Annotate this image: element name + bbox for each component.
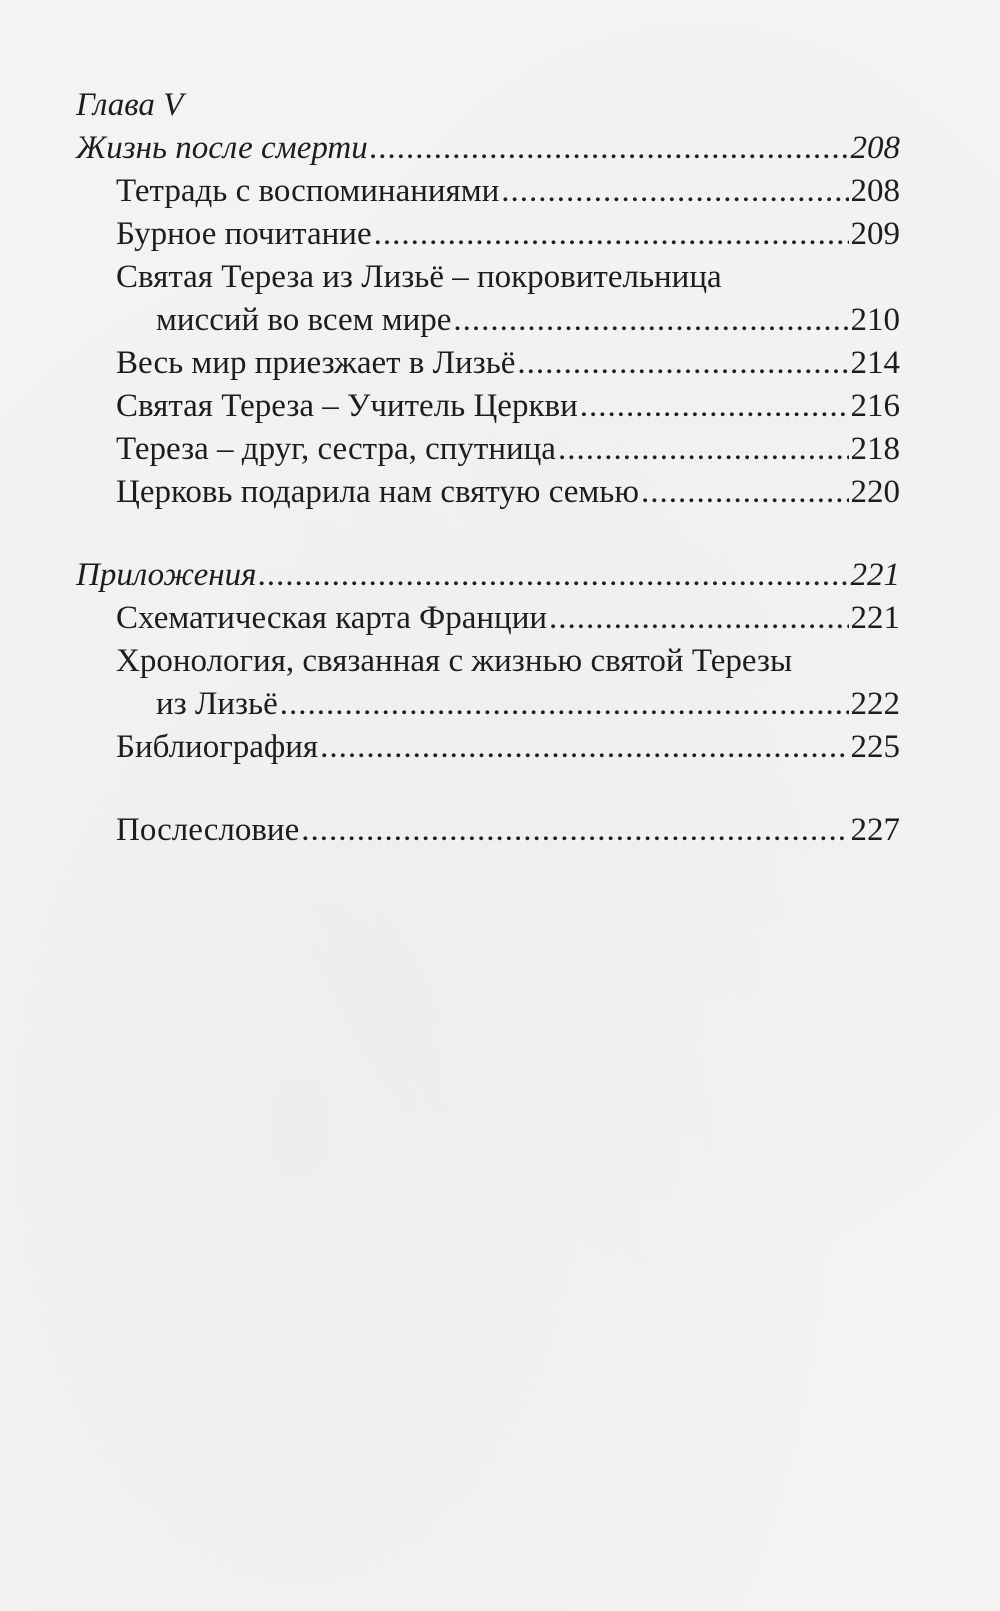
toc-entry: [76, 471, 900, 514]
toc-entry-afterword: [76, 809, 900, 852]
toc-page-number: 216: [850, 388, 900, 424]
toc-entry-title: Бурное почитание: [116, 216, 372, 252]
toc-entry-title: Весь мир приезжает в Лизьё: [116, 345, 516, 381]
section-gap: [76, 514, 900, 554]
leader-dots: [501, 170, 848, 213]
toc-page-number: 209: [850, 216, 900, 252]
toc-entry-title-continuation: из Лизьё: [156, 686, 278, 722]
leader-dots: [374, 213, 849, 256]
toc-entry: [76, 428, 900, 471]
toc-entry: [76, 342, 900, 385]
leader-dots: [549, 597, 848, 640]
toc-page-number: 214: [850, 345, 900, 381]
toc-page-number: 210: [850, 302, 900, 338]
leader-dots: [320, 726, 848, 769]
toc-page-number: 218: [850, 431, 900, 467]
toc-entry-first-line: [76, 640, 900, 683]
table-of-contents: [76, 84, 900, 852]
toc-entry: [76, 385, 900, 428]
toc-entry-appendix-title: [76, 554, 900, 597]
toc-entry: [76, 726, 900, 769]
toc-entry: [76, 597, 900, 640]
toc-page-number: 225: [850, 729, 900, 765]
toc-entry-first-line: [76, 256, 900, 299]
toc-page-number: 221: [850, 600, 900, 636]
leader-dots: [301, 809, 848, 852]
toc-entry-title: Святая Тереза – Учитель Церкви: [116, 388, 578, 424]
section-gap: [76, 769, 900, 809]
leader-dots: [558, 428, 849, 471]
leader-dots: [280, 683, 849, 726]
toc-page-number: 208: [850, 130, 900, 166]
toc-page-number: 222: [850, 686, 900, 722]
toc-entry-chapter-title: [76, 127, 900, 170]
toc-entry-continuation: [76, 299, 900, 342]
toc-entry: [76, 170, 900, 213]
toc-entry-title: Послесловие: [116, 812, 300, 848]
toc-page-number: 220: [850, 474, 900, 510]
toc-entry-title-continuation: миссий во всем мире: [156, 302, 452, 338]
leader-dots: [580, 385, 849, 428]
leader-dots: [370, 127, 849, 170]
chapter-heading-text: Глава V: [76, 87, 184, 123]
leader-dots: [517, 342, 848, 385]
toc-entry-title: Библиография: [116, 729, 319, 765]
toc-entry-title: Святая Тереза из Лизьё – покровительница: [116, 259, 722, 295]
toc-entry-title: Хронология, связанная с жизнью святой Терезы: [116, 643, 793, 679]
leader-dots: [641, 471, 849, 514]
leader-dots: [453, 299, 848, 342]
toc-entry-continuation: [76, 683, 900, 726]
toc-page-number: 227: [850, 812, 900, 848]
toc-entry-title: Схематическая карта Франции: [116, 600, 548, 636]
chapter-heading: [76, 84, 900, 127]
toc-entry-title: Тетрадь с воспоминаниями: [116, 173, 500, 209]
leader-dots: [258, 554, 848, 597]
toc-page-number: 221: [850, 557, 900, 593]
toc-entry-title: Жизнь после смерти: [76, 130, 368, 166]
toc-entry-title: Церковь подарила нам святую семью: [116, 474, 639, 510]
toc-entry-title: Тереза – друг, сестра, спутница: [116, 431, 556, 467]
toc-entry: [76, 213, 900, 256]
toc-entry-title: Приложения: [76, 557, 257, 593]
toc-page-number: 208: [850, 173, 900, 209]
